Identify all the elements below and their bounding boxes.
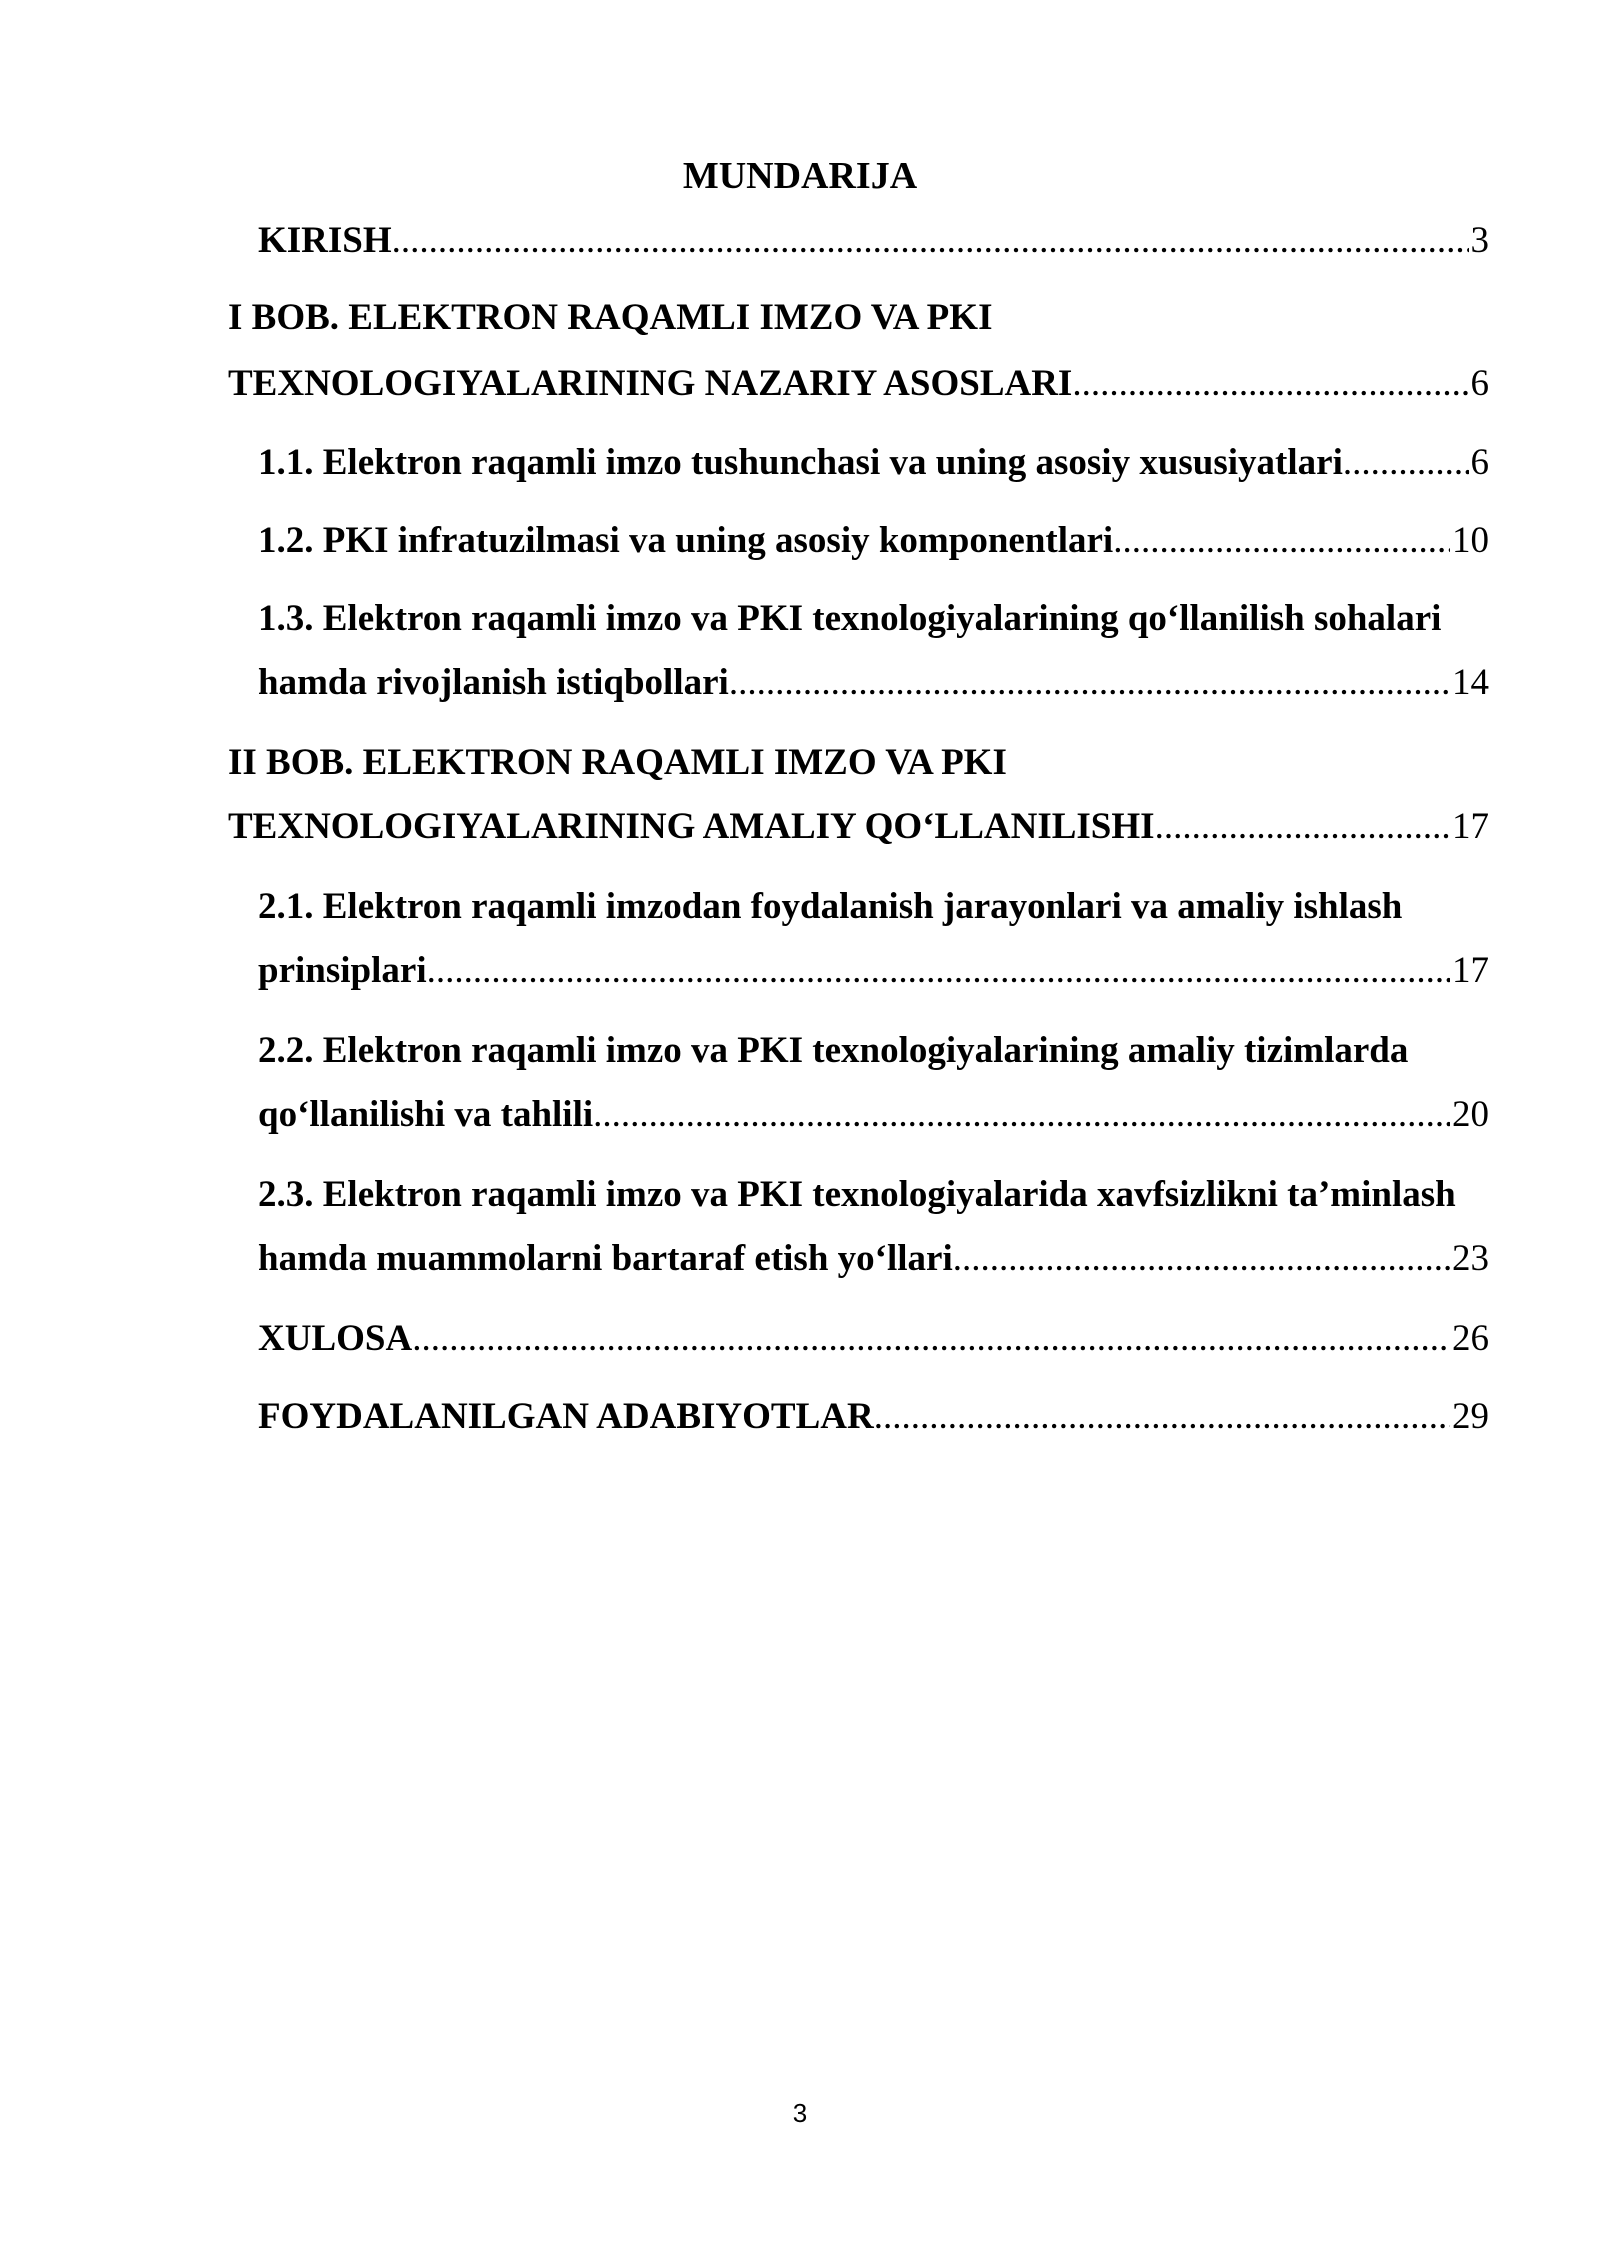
- toc-entry-label-cont: prinsiplari: [258, 950, 427, 991]
- toc-entry-label: 2.1. Elektron raqamli imzodan foydalanish jarayonlari va amaliy ishlash: [258, 886, 1403, 927]
- toc-entry-label: KIRISH: [258, 220, 392, 261]
- dot-leader: [1155, 801, 1450, 853]
- dot-leader: [1343, 437, 1469, 489]
- toc-entry-1-1[interactable]: [258, 437, 1489, 489]
- toc-entry-xulosa[interactable]: [258, 1313, 1489, 1365]
- toc-entry-label-cont: TEXNOLOGIYALARINING AMALIY QO‘LLANILISHI: [228, 806, 1155, 847]
- dot-leader: [412, 1313, 1450, 1365]
- toc-entry-label: II BOB. ELEKTRON RAQAMLI IMZO VA PKI: [228, 742, 1007, 783]
- dot-leader: [729, 657, 1450, 709]
- toc-entry-label: XULOSA: [258, 1318, 413, 1359]
- toc-entry-chapter-2[interactable]: [228, 737, 1489, 853]
- toc-entry-page: 29: [1452, 1396, 1489, 1437]
- toc-entry-page: 14: [1452, 662, 1489, 703]
- toc-entry-chapter-1[interactable]: [228, 292, 1489, 410]
- toc-entry-label-cont: TEXNOLOGIYALARINING NAZARIY ASOSLARI: [228, 363, 1073, 404]
- toc-entry-label: FOYDALANILGAN ADABIYOTLAR: [258, 1396, 874, 1437]
- toc-entry-kirish[interactable]: [258, 215, 1489, 267]
- toc-entry-page: 17: [1452, 950, 1489, 991]
- dot-leader: [1113, 515, 1450, 567]
- toc-entry-page: 6: [1470, 442, 1489, 483]
- toc-entry-1-3[interactable]: [258, 593, 1489, 709]
- dot-leader: [953, 1233, 1450, 1285]
- toc-entry-label: 2.2. Elektron raqamli imzo va PKI texnologiyalarining amaliy tizimlarda: [258, 1030, 1409, 1071]
- dot-leader: [874, 1391, 1450, 1443]
- dot-leader: [427, 945, 1450, 997]
- toc-entry-label-cont: hamda muammolarni bartaraf etish yo‘llari: [258, 1238, 953, 1279]
- toc-entry-page: 17: [1452, 806, 1489, 847]
- toc-entry-2-3[interactable]: [258, 1169, 1489, 1285]
- toc-entry-label: 1.3. Elektron raqamli imzo va PKI texnologiyalarining qo‘llanilish sohalari: [258, 598, 1442, 639]
- page-number: 3: [792, 2098, 808, 2128]
- dot-leader: [1072, 358, 1468, 410]
- toc-entry-label: 1.2. PKI infratuzilmasi va uning asosiy komponentlari: [258, 520, 1114, 561]
- toc-entry-adabiyotlar[interactable]: [258, 1391, 1489, 1443]
- toc-entry-page: 20: [1452, 1094, 1489, 1135]
- toc-entry-2-1[interactable]: [258, 881, 1489, 997]
- dot-leader: [392, 215, 1469, 267]
- toc-title: MUNDARIJA: [682, 155, 918, 197]
- toc-entry-label-cont: hamda rivojlanish istiqbollari: [258, 662, 729, 703]
- toc-entry-label: 1.1. Elektron raqamli imzo tushunchasi va uning asosiy xususiyatlari: [258, 442, 1343, 483]
- toc-entry-label-cont: qo‘llanilishi va tahlili: [258, 1094, 594, 1135]
- toc-entry-page: 6: [1470, 363, 1489, 404]
- toc-entry-label: 2.3. Elektron raqamli imzo va PKI texnologiyalarida xavfsizlikni ta’minlash: [258, 1174, 1456, 1215]
- toc-entry-1-2[interactable]: [258, 515, 1489, 567]
- toc-entry-page: 23: [1452, 1238, 1489, 1279]
- dot-leader: [593, 1089, 1450, 1141]
- toc-entry-page: 10: [1452, 520, 1489, 561]
- toc-entry-page: 3: [1470, 220, 1489, 261]
- toc-entry-label: I BOB. ELEKTRON RAQAMLI IMZO VA PKI: [228, 297, 993, 338]
- toc-entry-2-2[interactable]: [258, 1025, 1489, 1141]
- toc-entry-page: 26: [1452, 1318, 1489, 1359]
